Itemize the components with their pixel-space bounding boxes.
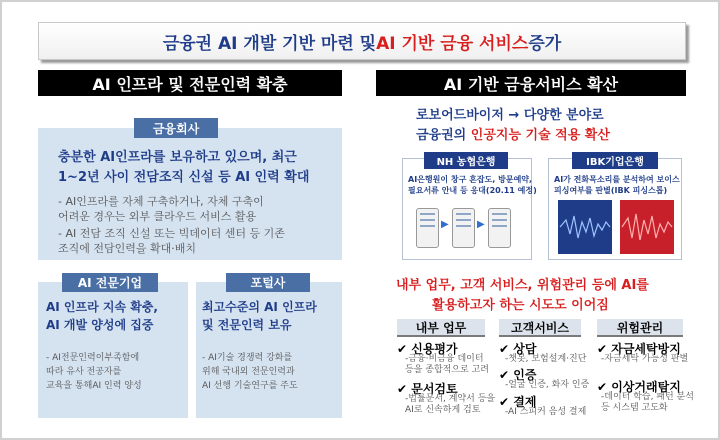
customer-item-payment-title: 결제 [513, 395, 537, 409]
ai-usage-headline-2: 활용하고자 하는 시도도 이어짐 [432, 298, 609, 313]
category-customer-head: 고객서비스 [499, 319, 581, 337]
portal-bullet-2: 위해 국내외 전문인력과 [202, 367, 295, 377]
check-icon: ✔ [499, 395, 510, 409]
risk-item-fds-title: 이상거래탐지 [611, 380, 681, 394]
portal-tag: 포털사 [226, 273, 310, 292]
nh-bank-text-1: AI은행원이 창구 혼잡도, 방문예약, [408, 175, 533, 184]
slide-title [38, 22, 686, 60]
ai-corp-bullet-3: 교육을 통해AI 인력 양성 [46, 381, 142, 391]
financial-headline-1: 충분한 AI인프라를 보유하고 있으며, 최근 [58, 150, 297, 165]
check-icon: ✔ [597, 342, 608, 356]
portal-bullet-3: AI 선행 기술연구를 주도 [202, 381, 298, 391]
financial-bullet-3: - AI 전담 조직 신설 또는 빅데이터 센터 등 기존 [58, 227, 285, 240]
category-internal-head: 내부 업무 [397, 319, 485, 337]
ibk-phishing-stop-image [558, 200, 674, 254]
customer-item-auth-sub: -얼굴 인증, 화자 인증 [505, 380, 590, 390]
title-part-1: 금융권 AI 개발 기반 마련 및 [162, 33, 377, 54]
customer-item-consult-sub: -챗봇, 보험설계·진단 [505, 354, 587, 364]
nh-screen-2 [452, 208, 475, 248]
nh-bank-text-2: 필요서류 안내 등 응대(20.11 예정) [408, 186, 537, 195]
category-risk-head: 위험관리 [597, 319, 683, 337]
customer-item-payment-sub: -AI 스피커 음성 결제 [505, 407, 587, 417]
portal-bullet-1: - AI기술 경쟁력 강화를 [202, 353, 293, 363]
right-section-header: AI 기반 금융서비스 확산 [376, 70, 686, 96]
risk-item-aml-sub: -자금세탁 가능성 판별 [601, 354, 689, 364]
financial-bullet-1: - AI인프라를 자체 구축하거나, 자체 구축이 [58, 195, 264, 208]
ibk-bank-tag: IBK기업은행 [572, 152, 658, 169]
financial-headline-2: 1~2년 사이 전담조직 신설 등 AI 인력 확대 [58, 170, 310, 185]
right-headline-1: 로보어드바이저 → 다양한 분야로 [416, 108, 604, 123]
financial-company-tag: 금융회사 [134, 118, 218, 138]
check-icon: ✔ [397, 342, 408, 356]
internal-item-credit-sub-1: -금융·비금융 데이터 [405, 354, 484, 364]
right-headline-2 [416, 124, 610, 143]
risk-item-aml-title: 자금세탁방지 [611, 342, 681, 356]
ai-corp-bullet-2: 따라 유사 전공자를 [46, 367, 122, 377]
check-icon: ✔ [499, 342, 510, 356]
portal-headline-2: 및 전문인력 보유 [202, 318, 292, 332]
internal-item-credit-sub-2: 등을 종합적으로 고려 [405, 365, 489, 375]
ibk-bank-text-1: AI가 전화목소리를 분석하여 보이스 [554, 175, 680, 184]
internal-item-document-sub-1: -법률문서, 계약서 등을 [405, 394, 496, 404]
nh-screen-1 [416, 208, 439, 248]
nh-screen-3 [488, 208, 511, 248]
ibk-bank-text-2: 피싱여부를 판별(IBK 피싱스톱) [554, 186, 668, 195]
ai-corp-headline-1: AI 인프라 지속 확충, [46, 300, 158, 314]
risk-item-fds-sub-2: 등 시스템 고도화 [601, 403, 668, 413]
internal-item-document-sub-2: AI로 신속하게 검토 [405, 405, 481, 415]
internal-item-document-title: 문서검토 [411, 382, 458, 396]
nh-arrow-2-icon: ▶ [477, 219, 485, 230]
right-headline-2b: 인공지능 기술 적용 확산 [470, 128, 610, 143]
title-part-2: AI 기반 금융 서비스 [376, 33, 529, 54]
financial-bullet-2: 어려운 경우는 외부 클라우드 서비스 활용 [58, 210, 257, 223]
left-section-header: AI 인프라 및 전문인력 확충 [38, 70, 342, 96]
check-icon: ✔ [397, 382, 408, 396]
nh-arrow-1-icon: ▶ [441, 219, 449, 230]
ai-corp-tag: AI 전문기업 [62, 273, 158, 292]
ai-corp-headline-2: AI 개발 양성에 집중 [46, 318, 154, 332]
nh-bank-tag: NH 농협은행 [424, 152, 508, 169]
ai-corp-bullet-1: - AI전문인력이부족함에 [46, 353, 140, 363]
risk-item-fds-sub-1: -데이터 학습, 패턴 분석 [601, 392, 694, 402]
check-icon: ✔ [597, 380, 608, 394]
portal-headline-1: 최고수준의 AI 인프라 [202, 300, 317, 314]
right-headline-2a: 금융권의 [416, 128, 471, 143]
customer-item-auth-title: 인증 [513, 368, 537, 382]
check-icon: ✔ [499, 368, 510, 382]
internal-item-credit-title: 신용평가 [411, 342, 458, 356]
financial-bullet-4: 조직에 전담인력을 확대·배치 [58, 242, 197, 255]
customer-item-consult-title: 상담 [513, 342, 537, 356]
title-part-3: 증가 [528, 33, 562, 54]
ai-usage-headline-1: 내부 업무, 고객 서비스, 위험관리 등에 AI를 [396, 278, 649, 293]
